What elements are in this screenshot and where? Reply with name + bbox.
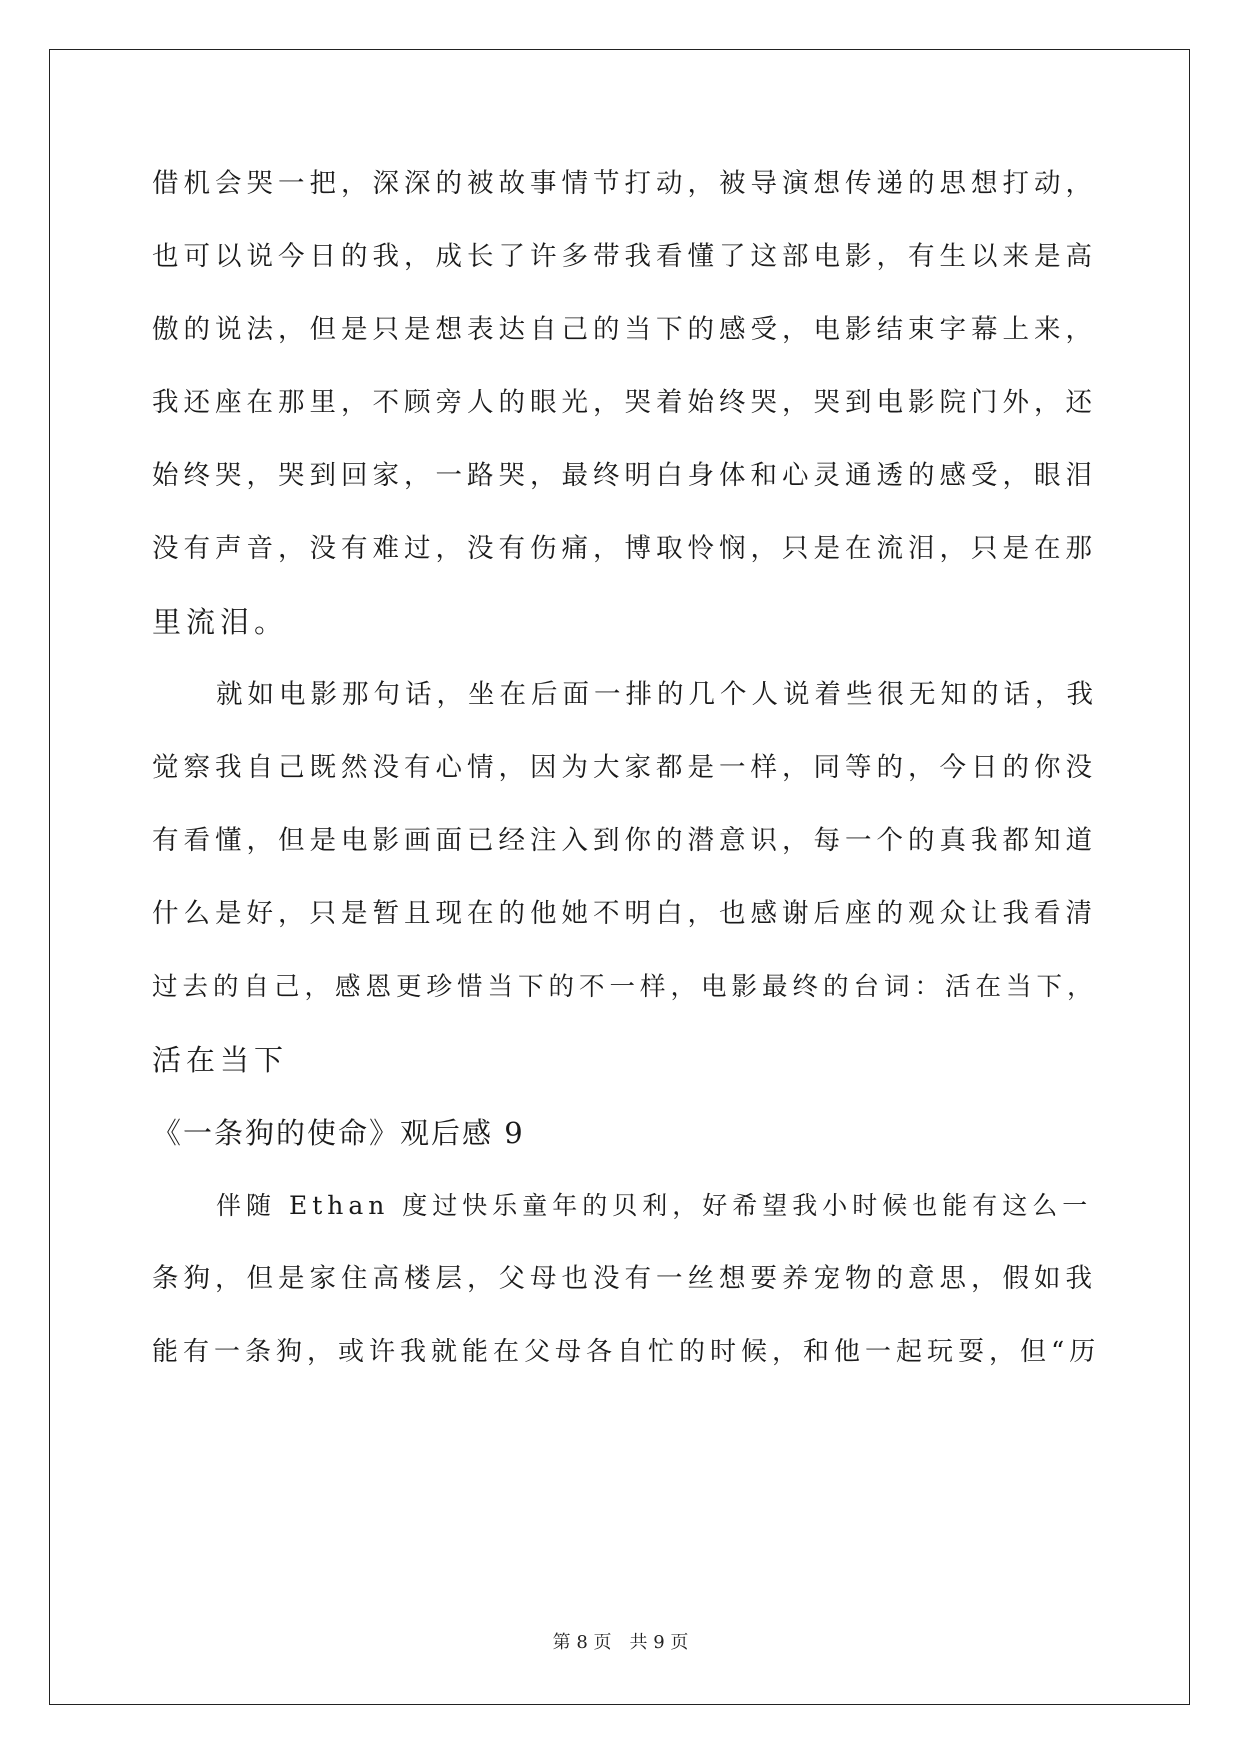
text-line-11: 什么是好，只是暂且现在的他她不明白，也感谢后座的观众让我看清 <box>152 898 1097 929</box>
text-line-16: 条狗，但是家住高楼层，父母也没有一丝想要养宠物的意思，假如我 <box>152 1263 1097 1294</box>
text-line-7: 里流泪。 <box>152 605 289 639</box>
text-line-13: 活在当下 <box>152 1043 289 1077</box>
text-line-9: 觉察我自己既然没有心情，因为大家都是一样，同等的，今日的你没 <box>152 752 1097 783</box>
page-number-footer: 第 8 页 共 9 页 <box>552 1632 689 1653</box>
text-line-10: 有看懂，但是电影画面已经注入到你的潜意识，每一个的真我都知道 <box>152 825 1097 856</box>
text-line-17: 能有一条狗，或许我就能在父母各自忙的时候，和他一起玩耍，但“历 <box>152 1337 1101 1367</box>
text-line-4: 我还座在那里，不顾旁人的眼光，哭着始终哭，哭到电影院门外，还 <box>152 387 1097 418</box>
text-line-1: 借机会哭一把，深深的被故事情节打动，被导演想传递的思想打动， <box>152 168 1097 199</box>
section-title: 《一条狗的使命》观后感 9 <box>152 1116 525 1150</box>
text-line-15: 伴随 Ethan 度过快乐童年的贝利，好希望我小时候也能有这么一 <box>216 1191 1093 1220</box>
text-line-6: 没有声音，没有难过，没有伤痛，博取怜悯，只是在流泪，只是在那 <box>152 533 1097 564</box>
text-line-8: 就如电影那句话，坐在后面一排的几个人说着些很无知的话，我 <box>216 679 1098 710</box>
text-line-5: 始终哭，哭到回家，一路哭，最终明白身体和心灵通透的感受，眼泪 <box>152 460 1097 491</box>
text-line-3: 傲的说法，但是只是想表达自己的当下的感受，电影结束字幕上来， <box>152 314 1097 345</box>
text-line-12: 过去的自己，感恩更珍惜当下的不一样，电影最终的台词：活在当下， <box>152 972 1098 1002</box>
text-line-2: 也可以说今日的我，成长了许多带我看懂了这部电影，有生以来是高 <box>152 241 1097 272</box>
page-border <box>49 49 1190 1705</box>
